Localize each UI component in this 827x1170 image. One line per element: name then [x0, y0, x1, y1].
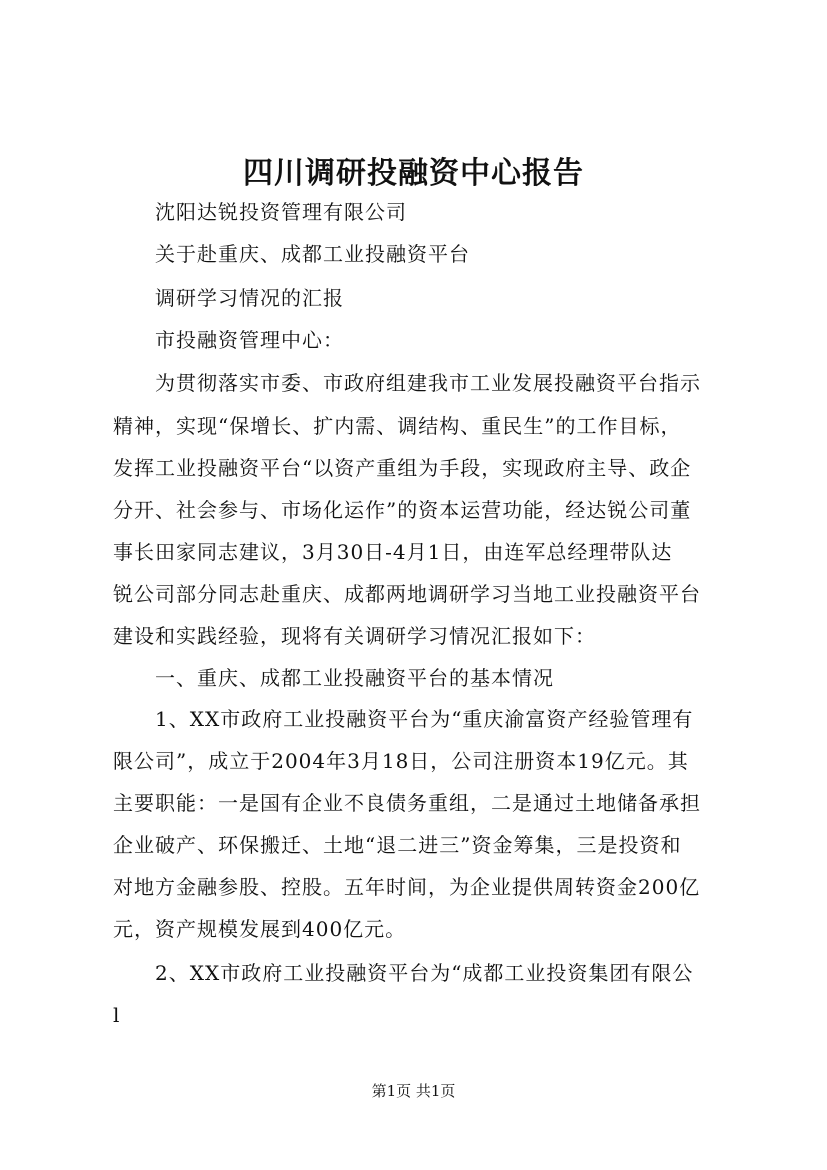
paragraph-line: 为贯彻落实市委、市政府组建我市工业发展投融资平台指示: [155, 371, 701, 395]
paragraph-line: 发挥工业投融资平台“以资产重组为手段，实现政府主导、政企: [113, 456, 692, 480]
paragraph-line: 沈阳达锐投资管理有限公司: [155, 200, 407, 224]
paragraph-line: 调研学习情况的汇报: [155, 286, 344, 310]
paragraph-line: 分开、社会参与、市场化运作”的资本运营功能，经达锐公司董: [113, 498, 692, 522]
salutation-line: 市投融资管理中心：: [155, 328, 344, 352]
paragraph-line: 锐公司部分同志赴重庆、成都两地调研学习当地工业投融资平台: [113, 582, 701, 606]
section-heading: 一、重庆、成都工业投融资平台的基本情况: [155, 666, 554, 690]
paragraph-line: 企业破产、环保搬迁、土地“退二进三”资金筹集，三是投资和: [113, 833, 682, 857]
paragraph-line: 1、XX市政府工业投融资平台为“重庆渝富资产经验管理有: [155, 707, 694, 731]
paragraph-line: 建设和实践经验，现将有关调研学习情况汇报如下：: [113, 624, 596, 648]
paragraph-line: 主要职能：一是国有企业不良债务重组，二是通过土地储备承担: [113, 791, 701, 815]
page-footer: 第1页 共1页: [371, 1082, 456, 1100]
paragraph-line: 对地方金融参股、控股。五年时间，为企业提供周转资金200亿: [113, 875, 701, 899]
document-title: 四川调研投融资中心报告: [243, 156, 584, 191]
paragraph-line: 2、XX市政府工业投融资平台为“成都工业投资集团有限公: [155, 961, 694, 985]
paragraph-line: 元，资产规模发展到400亿元。: [113, 917, 407, 941]
paragraph-line: l: [113, 1003, 121, 1027]
paragraph-line: 事长田家同志建议，3月30日-4月1日，由连军总经理带队达: [113, 540, 673, 564]
paragraph-line: 精神，实现“保增长、扩内需、调结构、重民生”的工作目标，: [113, 414, 682, 438]
paragraph-line: 限公司”，成立于2004年3月18日，公司注册资本19亿元。其: [113, 749, 689, 773]
paragraph-line: 关于赴重庆、成都工业投融资平台: [155, 242, 470, 266]
